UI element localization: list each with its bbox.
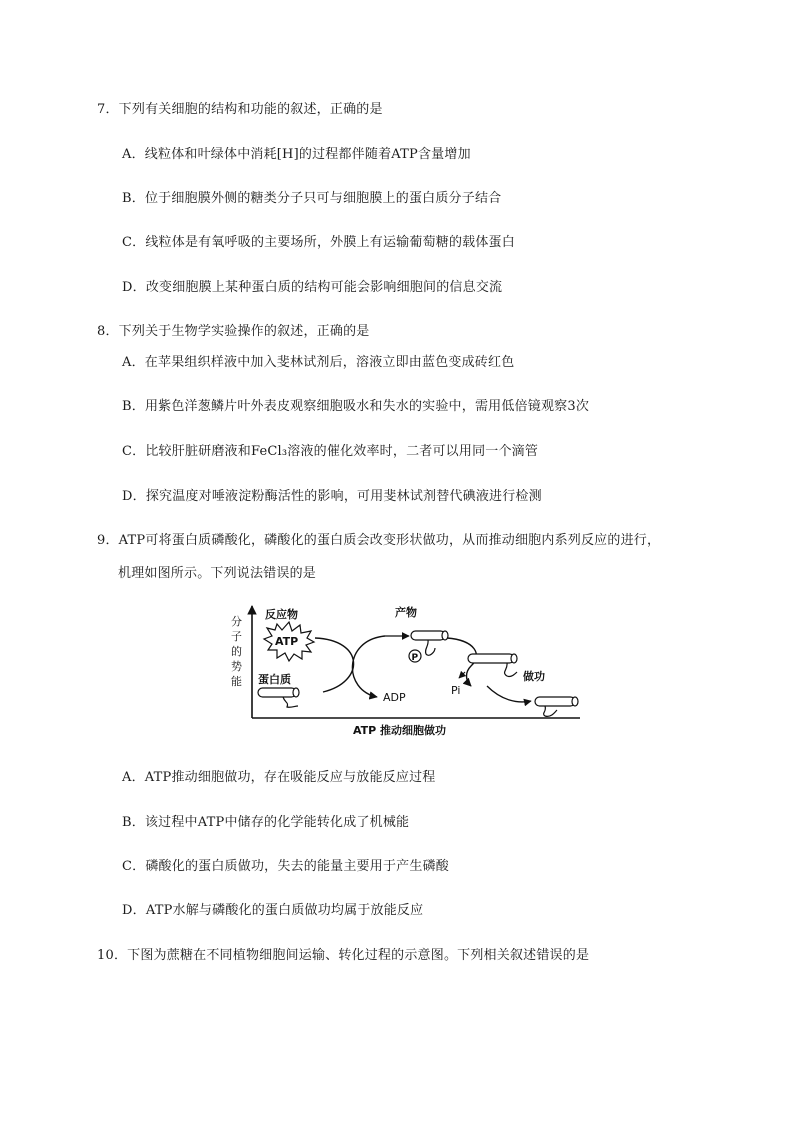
question-10-stem: 10．下图为蔗糖在不同植物细胞间运输、转化过程的示意图。下列相关叙述错误的是 <box>97 948 590 963</box>
pi-label: Pi <box>451 684 461 697</box>
question-7-stem: 7．下列有关细胞的结构和功能的叙述，正确的是 <box>97 102 383 117</box>
protein-rod-4-end <box>572 697 578 706</box>
protein-rod-3 <box>468 654 514 663</box>
question-7-option-a: A．线粒体和叶绿体中消耗[H]的过程都伴随着ATP含量增加 <box>122 147 471 162</box>
reactant-label: 反应物 <box>265 608 298 621</box>
question-8-option-c: C．比较肝脏研磨液和FeCl₃溶液的催化效率时，二者可以用同一个滴管 <box>122 444 539 459</box>
question-9-option-c: C．磷酸化的蛋白质做功，失去的能量主要用于产生磷酸 <box>122 859 449 874</box>
y-axis-label-5: 能 <box>231 675 242 688</box>
question-9-option-b: B．该过程中ATP中储存的化学能转化成了机械能 <box>122 815 410 830</box>
question-8-stem: 8．下列关于生物学实验操作的叙述，正确的是 <box>97 324 370 339</box>
y-axis-label-3: 的 <box>231 645 242 658</box>
question-8-option-b: B．用紫色洋葱鳞片叶外表皮观察细胞吸水和失水的实验中，需用低倍镜观察3次 <box>122 399 590 414</box>
question-9-option-d: D．ATP水解与磷酸化的蛋白质做功均属于放能反应 <box>122 903 424 918</box>
question-8-option-d: D．探究温度对唾液淀粉酶活性的影响，可用斐林试剂替代碘液进行检测 <box>122 489 542 504</box>
y-axis-label-1: 分 <box>231 615 242 628</box>
question-8-option-a: A．在苹果组织样液中加入斐林试剂后，溶液立即由蓝色变成砖红色 <box>122 355 515 370</box>
reaction-curve-2 <box>352 636 385 697</box>
protein-tail-1 <box>283 697 298 707</box>
protein-label: 蛋白质 <box>258 673 291 686</box>
protein-rod-4 <box>535 697 575 706</box>
product-label: 产物 <box>395 606 417 619</box>
question-7-option-b: B．位于细胞膜外侧的糖类分子只可与细胞膜上的蛋白质分子结合 <box>122 191 502 206</box>
adp-label: ADP <box>383 691 406 704</box>
protein-rod-1 <box>258 688 296 697</box>
figure-caption: ATP 推动细胞做功 <box>353 724 447 737</box>
protein-rod-3-end <box>511 654 517 663</box>
protein-tail-2 <box>426 640 435 655</box>
atp-work-diagram <box>225 600 585 740</box>
reaction-curve-4 <box>487 686 531 702</box>
atp-label: ATP <box>275 635 299 648</box>
protein-rod-2 <box>411 631 445 640</box>
question-7-option-c: C．线粒体是有氧呼吸的主要场所，外膜上有运输葡萄糖的载体蛋白 <box>122 235 515 250</box>
y-axis-label-2: 子 <box>231 630 242 643</box>
phosphate-label: P <box>411 653 419 663</box>
question-7-option-d: D．改变细胞膜上某种蛋白质的结构可能会影响细胞间的信息交流 <box>122 280 503 295</box>
protein-tail-4 <box>544 706 557 716</box>
reaction-curve-1 <box>315 638 354 692</box>
question-9-stem-line2: 机理如图所示。下列说法错误的是 <box>118 566 317 581</box>
protein-tail-3 <box>505 663 517 677</box>
protein-rod-1-end <box>293 688 299 697</box>
question-9-option-a: A．ATP推动细胞做功，存在吸能反应与放能反应过程 <box>122 770 436 785</box>
question-9-stem-line1: 9．ATP可将蛋白质磷酸化，磷酸化的蛋白质会改变形状做功，从而推动细胞内系列反应的进行， <box>97 533 661 548</box>
pi-arrow <box>459 672 465 678</box>
work-label: 做功 <box>523 670 545 683</box>
y-axis-label-4: 势 <box>231 660 242 673</box>
